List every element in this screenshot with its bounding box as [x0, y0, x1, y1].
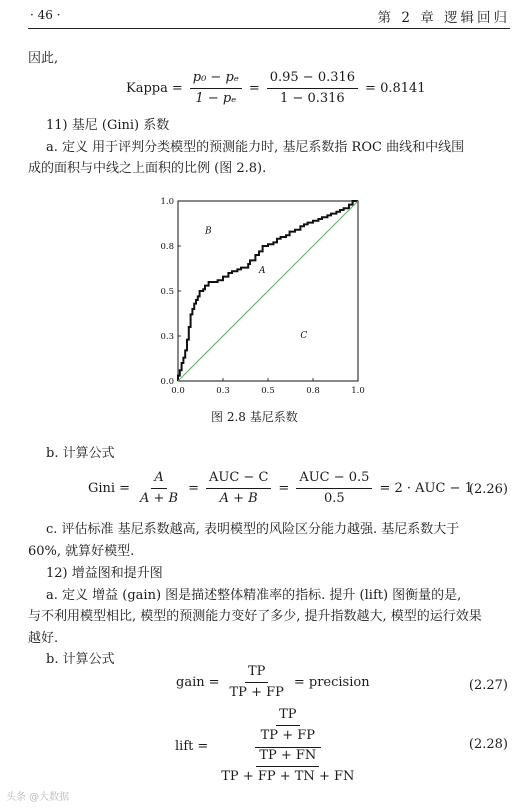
y-tick-label: 0.5	[160, 287, 174, 297]
lift-equation: lift = $\frac{\frac{TP}{TP + FP}}{\frac{TP + FN}{TP + FP + TN + FN}}$	[175, 707, 363, 785]
chapter-title: 第 2 章 逻辑回归	[377, 10, 510, 26]
region-label-b: B	[205, 226, 212, 237]
watermark: 头条 @大数据	[6, 792, 70, 803]
equation-number-2-28: (2.28)	[468, 737, 508, 752]
gain-definition-line2: 与不利用模型相比, 模型的预测能力变好了多少, 提升指数越大, 模型的运行效果	[28, 609, 482, 624]
y-tick-label: 1.0	[160, 197, 174, 207]
gini-definition-line1: a. 定义 用于评判分类模型的预测能力时, 基尼系数指 ROC 曲线和中线围	[46, 140, 465, 155]
x-tick-label: 0.0	[171, 386, 185, 396]
gain-label: gain	[176, 675, 205, 690]
kappa-result: = 0.8141	[365, 81, 426, 96]
kappa-fraction-numeric: $\frac{0.95 - 0.316}{1 - 0.316}$	[267, 70, 358, 107]
page-header	[0, 6, 523, 30]
header-rule	[28, 28, 510, 29]
gini-definition-line2: 成的面积与中线之上面积的比例 (图 2.8).	[28, 161, 267, 176]
gini-heading: 11) 基尼 (Gini) 系数	[46, 118, 170, 133]
region-label-c: C	[300, 330, 308, 341]
kappa-equation: Kappa = $\frac{\text{p₀ − pₑ}}{\text{1 − pₑ}}$ = $\frac{0.95 - 0.316}{1 - 0.316}$ = 0.8141	[126, 70, 426, 106]
gain-equation: gain = $\frac{TP}{TP + FP}$ = precision	[176, 664, 370, 700]
page-number: · 46 ·	[30, 8, 61, 22]
gini-label: Gini	[88, 481, 116, 496]
gain-heading: 12) 增益图和提升图	[46, 566, 163, 581]
lift-label: lift	[175, 738, 194, 754]
kappa-label: Kappa	[126, 81, 168, 96]
x-tick-label: 0.3	[216, 386, 230, 396]
x-tick-label: 0.5	[261, 386, 275, 396]
gain-definition-line1: a. 定义 增益 (gain) 图是描述整体精准率的指标. 提升 (lift) 图衡量的是,	[46, 588, 462, 603]
gain-formula-heading: b. 计算公式	[46, 652, 115, 667]
gini-formula-heading: b. 计算公式	[46, 446, 115, 461]
therefore-text: 因此,	[28, 51, 59, 66]
x-tick-label: 1.0	[351, 386, 365, 396]
kappa-fraction-symbolic: $\frac{\text{p₀ − pₑ}}{\text{1 − pₑ}}$	[190, 70, 242, 107]
gini-standard-line2: 60%, 就算好模型.	[28, 544, 135, 559]
region-label-a: A	[259, 266, 266, 276]
gini-standard-line1: c. 评估标准 基尼系数越高, 表明模型的风险区分能力越强. 基尼系数大于	[46, 522, 460, 537]
figure-caption: 图 2.8 基尼系数	[211, 410, 298, 424]
gini-roc-chart	[152, 194, 372, 406]
equation-number-2-26: (2.26)	[468, 482, 508, 497]
gain-definition-line3: 越好.	[28, 631, 59, 646]
y-tick-label: 0.3	[160, 332, 174, 342]
y-tick-label: 0.8	[160, 242, 174, 252]
gini-equation: Gini = $\frac{A}{A + B}$ = $\frac{\text{AUC − C}}{A + B}$ = $\frac{\text{AUC − 0.5}}{0.5}$ = 2 · AUC − 1	[88, 470, 473, 506]
y-tick-label: 0.0	[160, 377, 174, 387]
lift-outer-fraction: $\frac{\frac{TP}{TP + FP}}{\frac{TP + FN}{TP + FP + TN + FN}}$	[221, 707, 355, 784]
equation-number-2-27: (2.27)	[468, 678, 508, 693]
x-tick-label: 0.8	[306, 386, 320, 396]
